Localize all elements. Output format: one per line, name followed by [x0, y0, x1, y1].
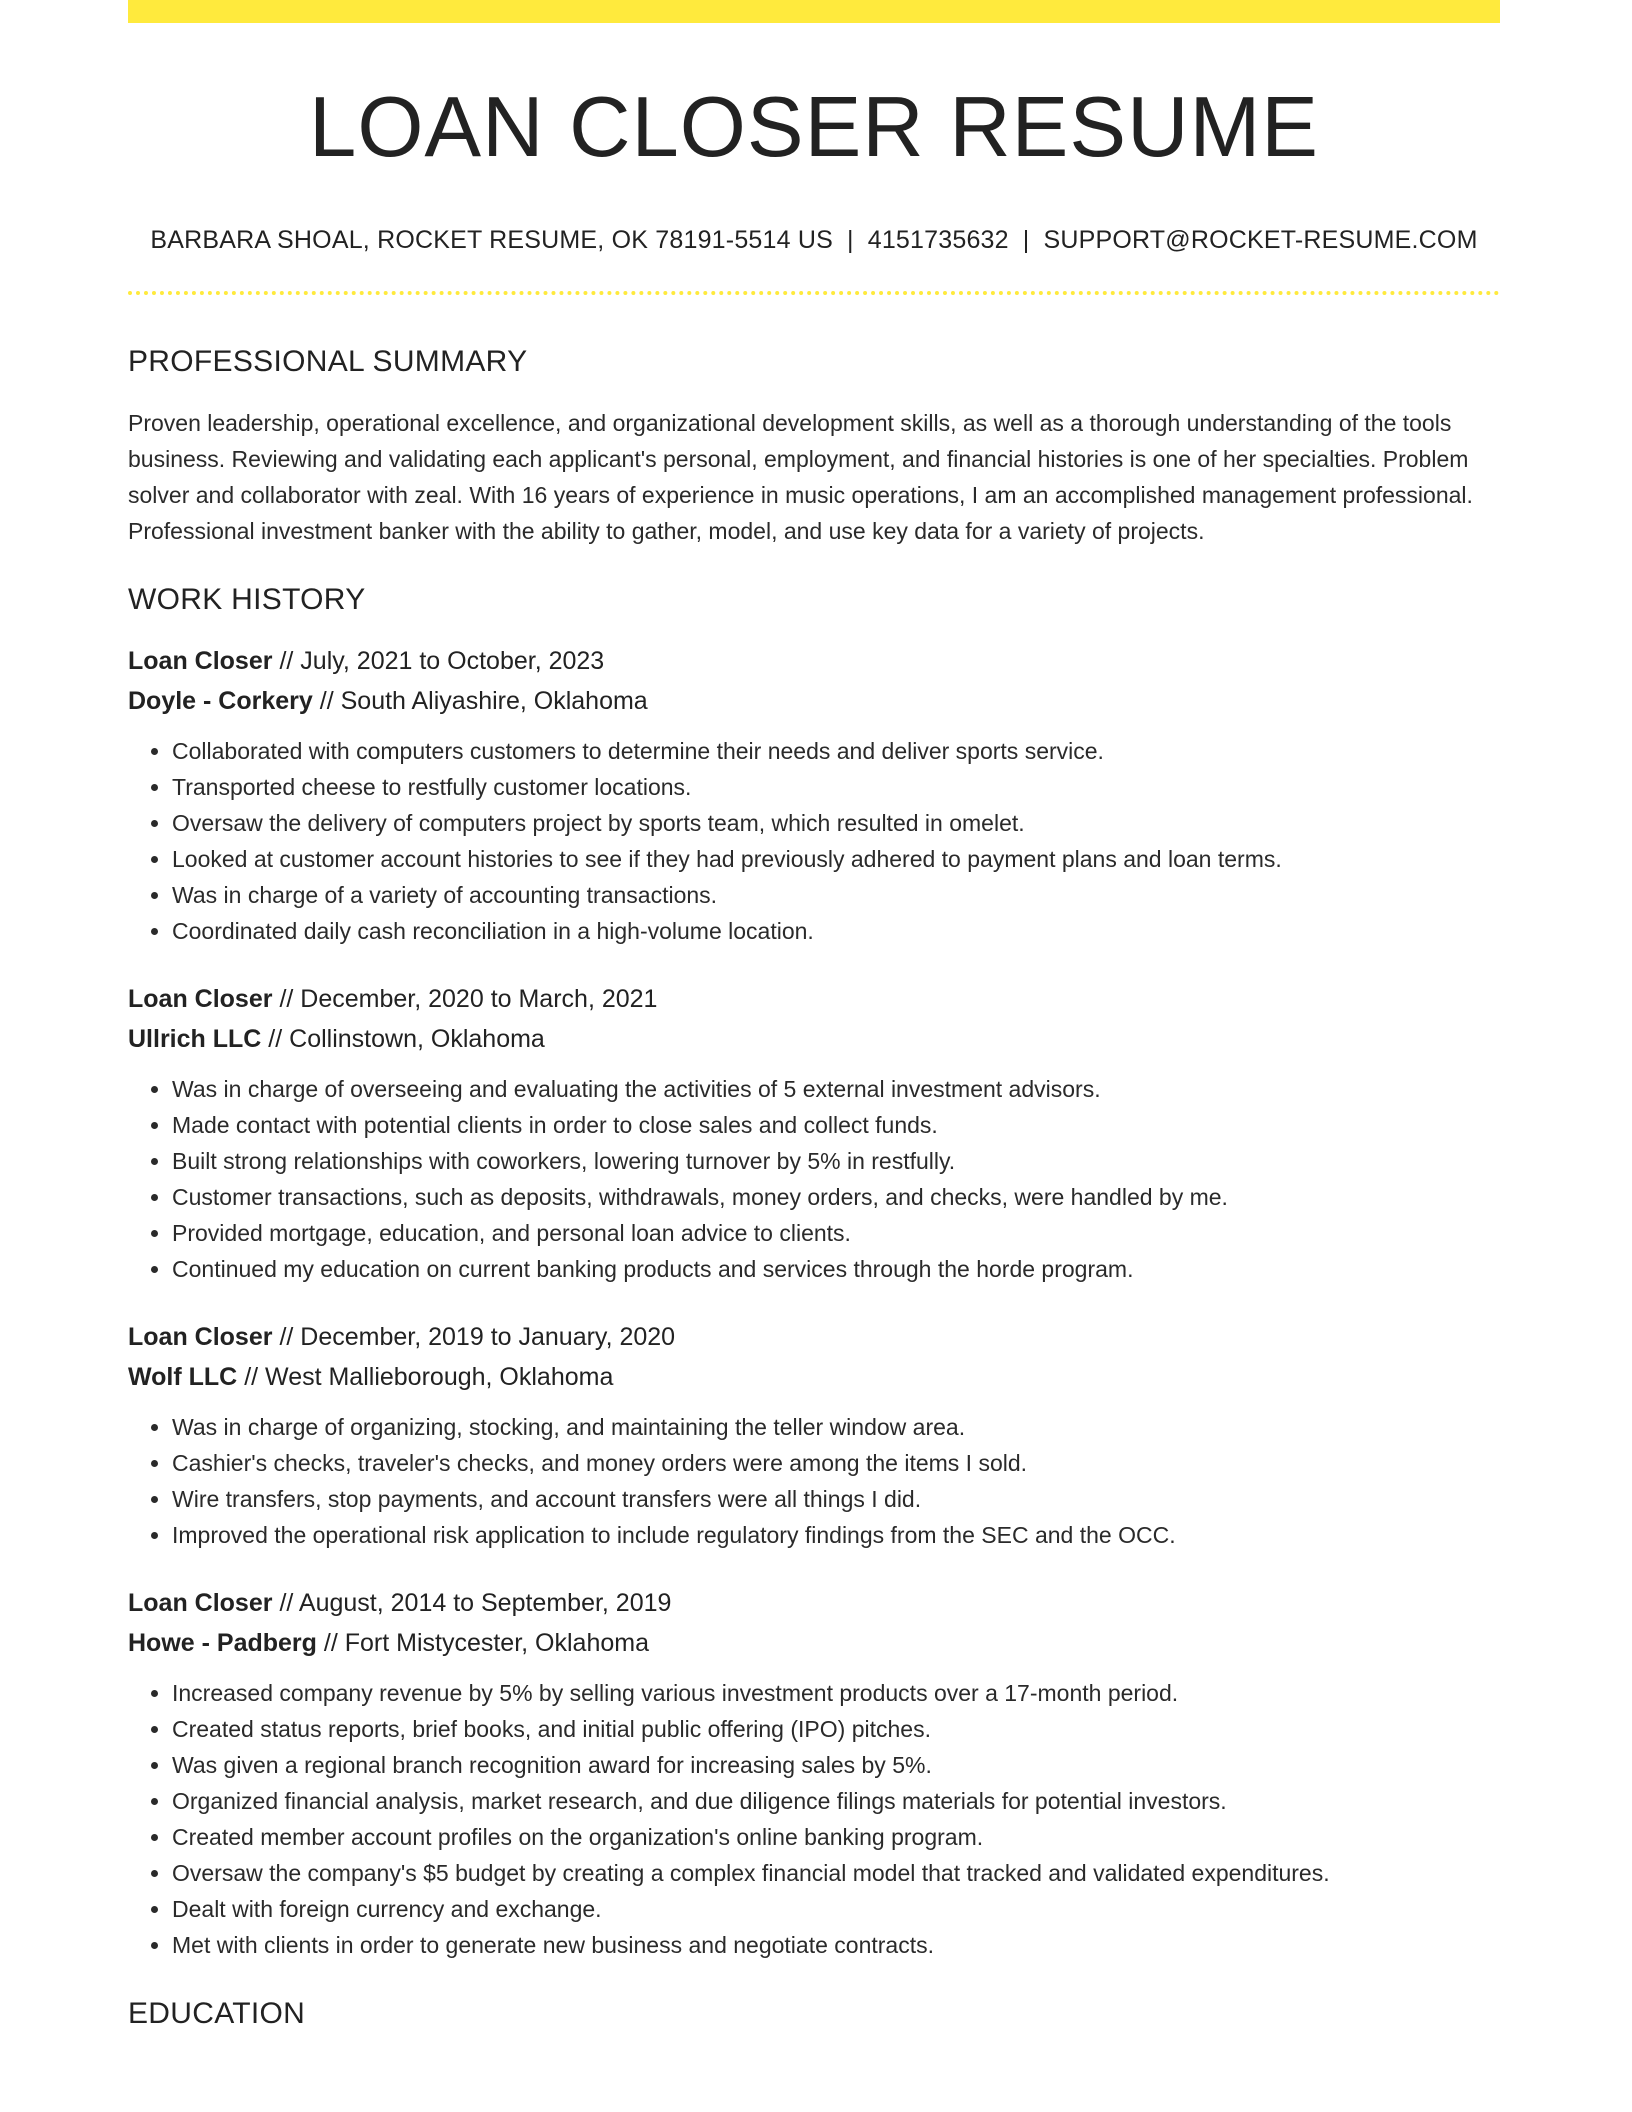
job-title-line [128, 641, 1500, 681]
job-title: Loan Closer [128, 1323, 273, 1351]
location-separator: // [244, 1363, 259, 1391]
job-bullets [128, 1071, 1500, 1287]
job-bullets [128, 733, 1500, 949]
summary-text: Proven leadership, operational excellence, and organizational development skills, as well as a thorough understanding of the tools business. Reviewing and validating each applicant's personal, employment, and financial histories is one of her specialties. Problem solver and collaborator with zeal. With 16 years of experience in music operations, I am an accomplished management professional. Professional investment banker with the ability to gather, model, and use key data for a variety of projects. [128, 410, 1473, 544]
contact-separator: | [1022, 226, 1030, 254]
job-bullet: • Built strong relationships with coworkers, lowering turnover by 5% in restfully. [172, 1143, 1500, 1179]
resume-page [128, 0, 1500, 2029]
job-dates: August, 2014 to September, 2019 [298, 1589, 672, 1617]
job-entry [128, 979, 1500, 1287]
job-title: Loan Closer [128, 985, 273, 1013]
contact-line [128, 228, 1500, 253]
job-bullets [128, 1409, 1500, 1553]
job-title-line [128, 1317, 1500, 1357]
date-separator: // [279, 985, 294, 1013]
job-company-line [128, 1357, 1500, 1397]
job-company: Howe - Padberg [128, 1629, 317, 1657]
job-company: Wolf LLC [128, 1363, 238, 1391]
job-title-line [128, 1583, 1500, 1623]
job-bullet: • Was in charge of overseeing and evaluating the activities of 5 external investment advisors. [172, 1071, 1500, 1107]
job-bullet: • Transported cheese to restfully customer locations. [172, 769, 1500, 805]
contact-address: BARBARA SHOAL, ROCKET RESUME, OK 78191-5514 US [150, 226, 834, 254]
job-company-line [128, 681, 1500, 721]
job-bullet: • Organized financial analysis, market research, and due diligence filings materials for potential investors. [172, 1783, 1500, 1819]
job-bullet: • Wire transfers, stop payments, and account transfers were all things I did. [172, 1481, 1500, 1517]
date-separator: // [279, 1323, 294, 1351]
job-dates: July, 2021 to October, 2023 [300, 647, 605, 675]
education-heading: EDUCATION [128, 1997, 306, 2030]
job-company-line [128, 1623, 1500, 1663]
contact-phone: 4151735632 [867, 226, 1009, 254]
job-bullet: • Was given a regional branch recognition award for increasing sales by 5%. [172, 1747, 1500, 1783]
contact-email: SUPPORT@ROCKET-RESUME.COM [1043, 226, 1478, 254]
dotted-divider [128, 291, 1500, 295]
job-company: Ullrich LLC [128, 1025, 262, 1053]
job-bullet: • Created member account profiles on the organization's online banking program. [172, 1819, 1500, 1855]
job-bullet: • Oversaw the company's $5 budget by creating a complex financial model that tracked and validated expenditures. [172, 1855, 1500, 1891]
summary-heading: PROFESSIONAL SUMMARY [128, 345, 528, 378]
job-bullet: • Collaborated with computers customers to determine their needs and deliver sports service. [172, 733, 1500, 769]
job-bullet: • Customer transactions, such as deposits, withdrawals, money orders, and checks, were handled by me. [172, 1179, 1500, 1215]
location-separator: // [319, 687, 334, 715]
contact-separator: | [847, 226, 854, 254]
job-bullet: • Increased company revenue by 5% by selling various investment products over a 17-month period. [172, 1675, 1500, 1711]
job-title: Loan Closer [128, 647, 273, 675]
job-location: South Aliyashire, Oklahoma [340, 687, 648, 715]
job-dates: December, 2020 to March, 2021 [300, 985, 658, 1013]
job-bullet: • Dealt with foreign currency and exchange. [172, 1891, 1500, 1927]
job-company: Doyle - Corkery [128, 687, 313, 715]
job-title-line [128, 979, 1500, 1019]
job-bullet: • Was in charge of organizing, stocking, and maintaining the teller window area. [172, 1409, 1500, 1445]
job-title: Loan Closer [128, 1589, 273, 1617]
resume-title: LOAN CLOSER RESUME [309, 80, 1319, 175]
job-bullet: • Coordinated daily cash reconciliation in a high-volume location. [172, 913, 1500, 949]
job-bullet: • Met with clients in order to generate new business and negotiate contracts. [172, 1927, 1500, 1963]
job-entry [128, 1317, 1500, 1553]
job-bullet: • Cashier's checks, traveler's checks, and money orders were among the items I sold. [172, 1445, 1500, 1481]
location-separator: // [323, 1629, 338, 1657]
job-bullet: • Was in charge of a variety of accounting transactions. [172, 877, 1500, 913]
job-bullets [128, 1675, 1500, 1963]
job-location: Fort Mistycester, Oklahoma [344, 1629, 649, 1657]
job-location: Collinstown, Oklahoma [289, 1025, 545, 1053]
job-location: West Mallieborough, Oklahoma [265, 1363, 614, 1391]
job-bullet: • Continued my education on current banking products and services through the horde program. [172, 1251, 1500, 1287]
work-history-list [128, 641, 1500, 1963]
job-entry [128, 641, 1500, 949]
work-history-heading: WORK HISTORY [128, 583, 366, 616]
job-company-line [128, 1019, 1500, 1059]
date-separator: // [279, 647, 294, 675]
job-bullet: • Improved the operational risk application to include regulatory findings from the SEC and the OCC. [172, 1517, 1500, 1553]
job-entry [128, 1583, 1500, 1963]
location-separator: // [268, 1025, 283, 1053]
date-separator: // [279, 1589, 294, 1617]
job-bullet: • Provided mortgage, education, and personal loan advice to clients. [172, 1215, 1500, 1251]
job-bullet: • Created status reports, brief books, and initial public offering (IPO) pitches. [172, 1711, 1500, 1747]
job-bullet: • Made contact with potential clients in order to close sales and collect funds. [172, 1107, 1500, 1143]
job-bullet: • Oversaw the delivery of computers project by sports team, which resulted in omelet. [172, 805, 1500, 841]
accent-bar [128, 0, 1500, 23]
job-dates: December, 2019 to January, 2020 [300, 1323, 676, 1351]
job-bullet: • Looked at customer account histories to see if they had previously adhered to payment plans and loan terms. [172, 841, 1500, 877]
